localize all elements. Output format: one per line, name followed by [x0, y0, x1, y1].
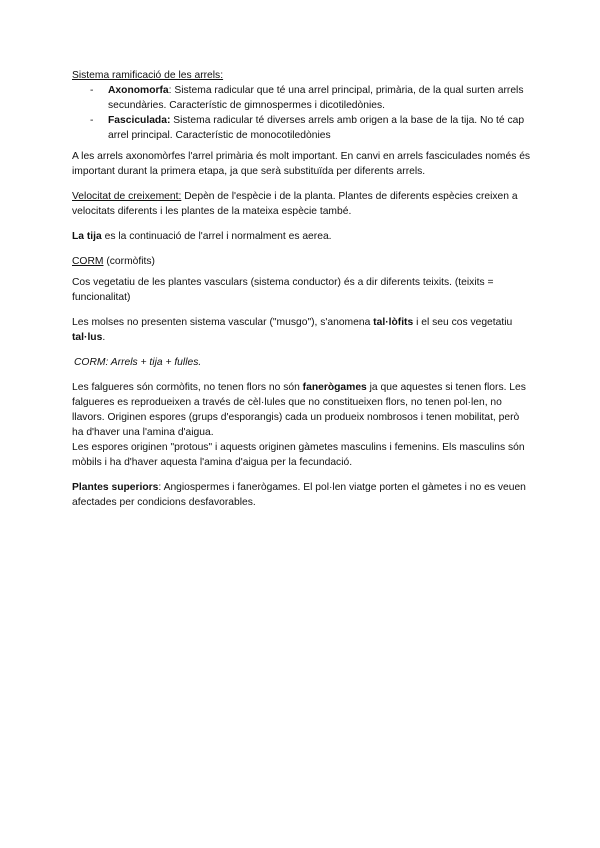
root-system-list: [72, 83, 532, 143]
molses-text-2: i el seu cos vegetatiu: [413, 317, 513, 328]
plantes-superiors-term: Plantes superiors: [72, 482, 159, 493]
molses-text-3: .: [102, 332, 106, 343]
sistema-heading: Sistema ramificació de les arrels:: [72, 70, 224, 81]
tija-text: es la continuació de l'arrel i normalment es aerea.: [101, 231, 332, 242]
talus-term: tal·lus: [72, 332, 103, 343]
corm-sub: (cormòfits): [103, 256, 155, 267]
corm-heading: CORM: [72, 256, 104, 267]
espores-paragraph: Les espores originen "protous" i aquests originen gàmetes masculins i femenins. Els masculins són mòbils i ha d'haver aquesta l'amina d'aigua per la fecundació.: [72, 442, 525, 468]
plantes-superiors-text: : Angiospermes i fanerògames. El pol·len viatge porten el gàmetes i no es veuen afectades per condicions desfavorables.: [72, 482, 526, 508]
corm-description: Cos vegetatiu de les plantes vasculars (sistema conductor) és a dir diferents teixits. (teixits = funcionalitat): [72, 277, 494, 303]
axonomorfa-term: Axonomorfa: [108, 85, 169, 96]
falgueres-text-2: ja que aquestes si tenen flors. Les falgueres es reprodueixen a través de cèl·lules que no constitueixen flors, no tenen pol·len, no llavors. Originen espores (grups d'esporangis) cada un produeix nombrosos i tenen mobilitat, però ha d'haver una l'amina d'aigua.: [72, 382, 526, 438]
plantes-superiors-paragraph: [72, 480, 532, 510]
velocitat-heading: Velocitat de creixement:: [72, 191, 182, 202]
falgueres-text-1: Les falgueres són cormòfits, no tenen flors no són: [72, 382, 303, 393]
talofits-term: tal·lòfits: [373, 317, 414, 328]
falgueres-paragraph: [72, 380, 532, 440]
list-item-axonomorfa: [108, 83, 532, 113]
corm-formula: CORM: Arrels + tija + fulles.: [74, 357, 202, 368]
faneroggames-term: fanerògames: [302, 382, 367, 393]
document-page: [72, 68, 532, 510]
fasciculada-text: Sistema radicular té diverses arrels amb origen a la base de la tija. No té cap arrel principal. Característic de monocotiledònies: [108, 115, 525, 141]
molses-text-1: Les molses no presenten sistema vascular ("musgo"), s'anomena: [72, 317, 374, 328]
tija-term: La tija: [72, 231, 102, 242]
molses-paragraph: [72, 315, 532, 345]
tija-paragraph: [72, 229, 532, 244]
velocitat-text: Depèn de l'espècie i de la planta. Plantes de diferents espècies creixen a velocitats diferents i les plantes de la mateixa espècie també.: [72, 191, 518, 217]
list-item-fasciculada: [108, 113, 532, 143]
axonomorfes-paragraph: A les arrels axonomòrfes l'arrel primària és molt important. En canvi en arrels fasciculades només és important durant la primera etapa, ja que serà substituïda per diferents arrels.: [72, 151, 531, 177]
velocitat-paragraph: [72, 189, 532, 219]
fasciculada-term: Fasciculada:: [108, 115, 171, 126]
axonomorfa-text: : Sistema radicular que té una arrel principal, primària, de la qual surten arrels secundàries. Característic de gimnospermes i dicotiledònies.: [108, 85, 524, 111]
corm-heading-line: [72, 254, 532, 269]
